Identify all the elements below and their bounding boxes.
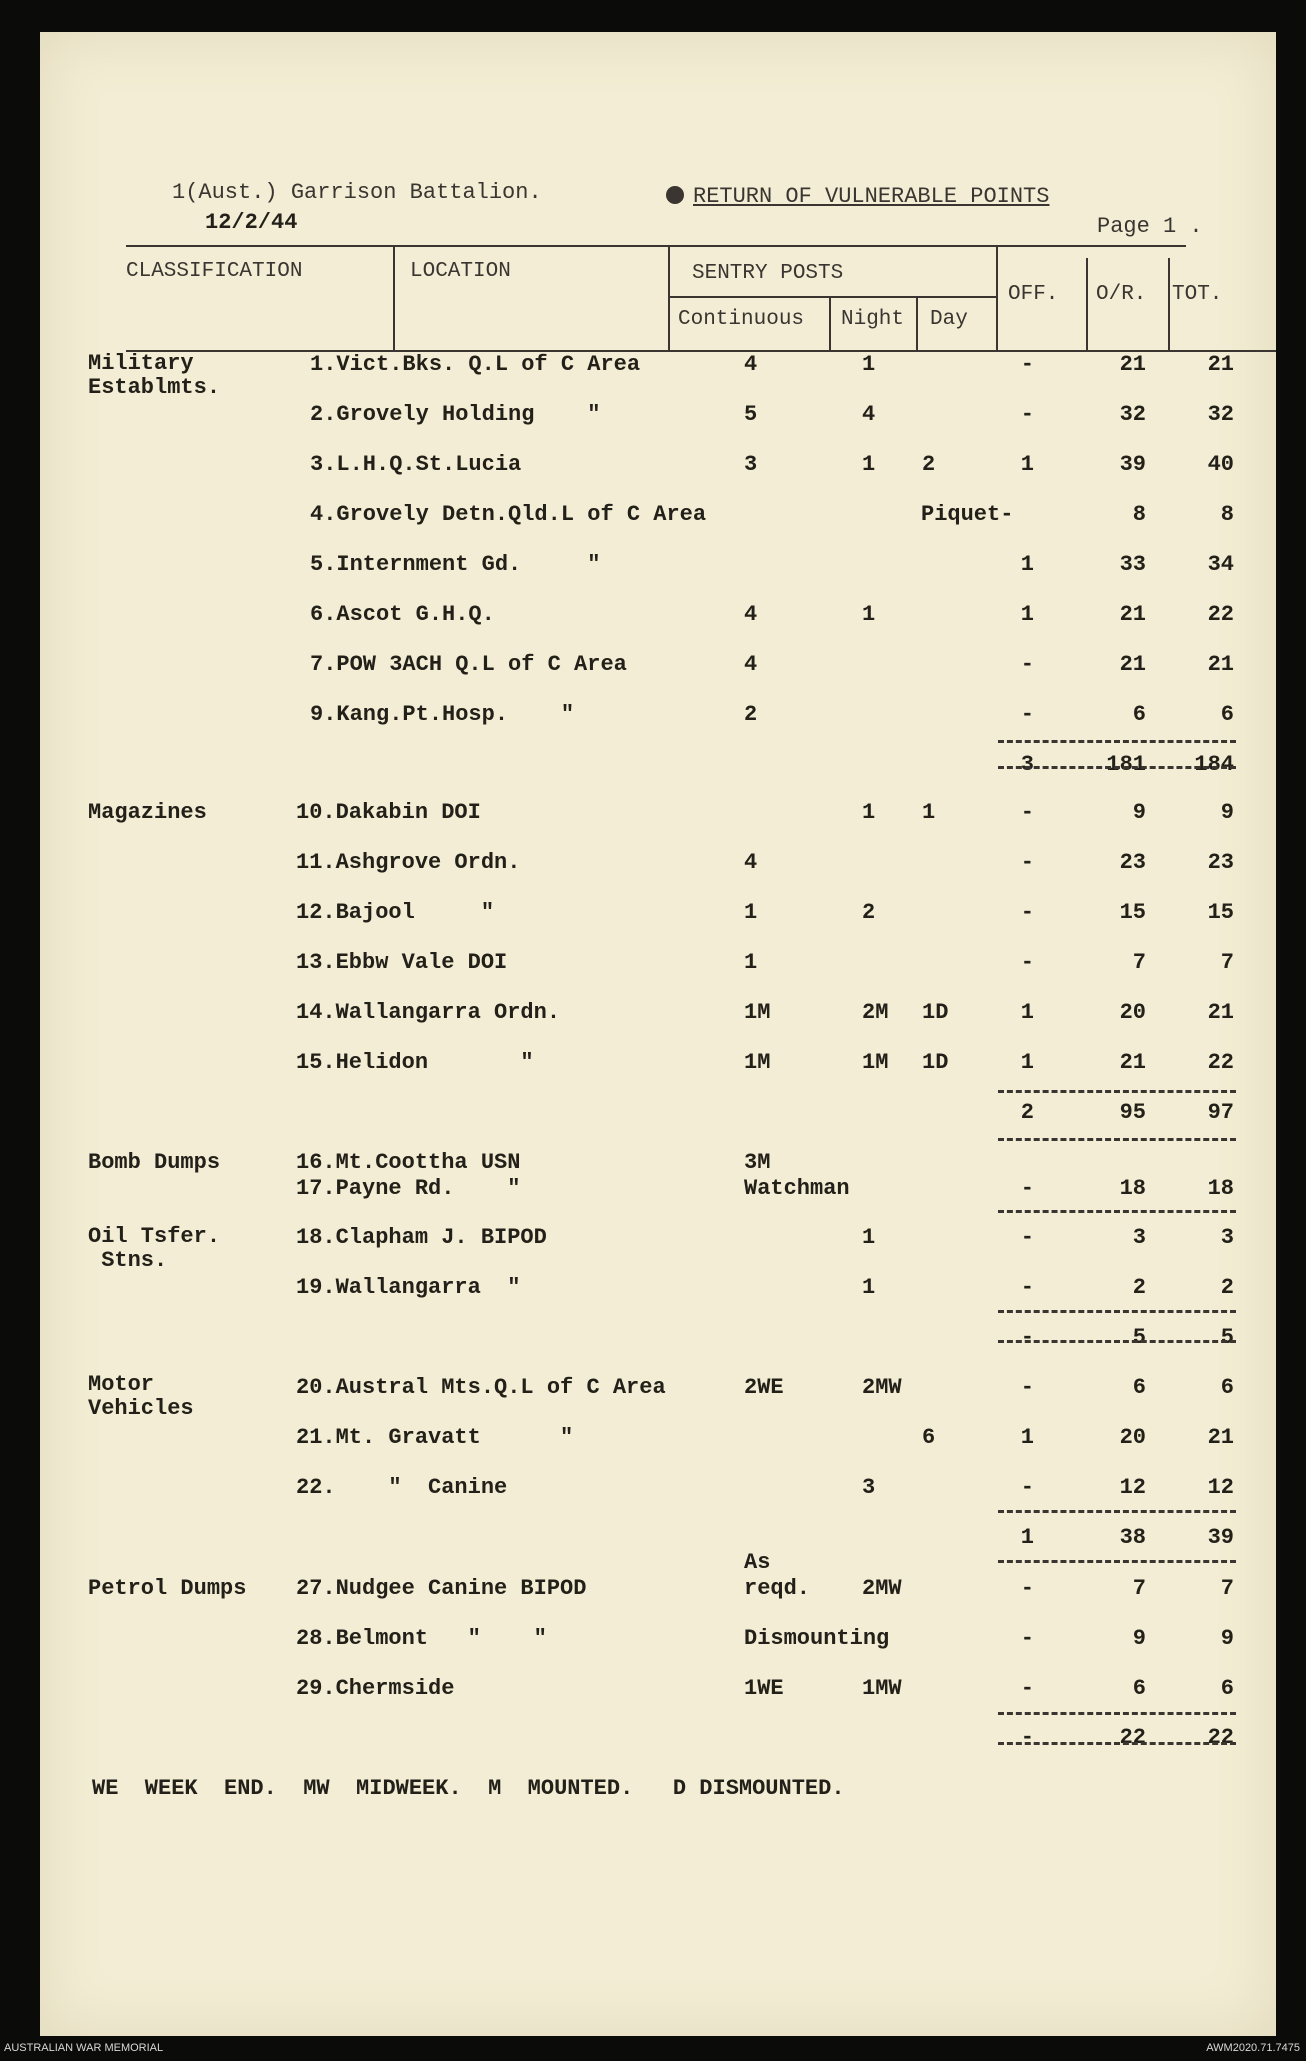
- row-day: Piquet-: [921, 502, 1014, 527]
- row-or: 9: [1132, 800, 1146, 825]
- row-night: 1M: [862, 1050, 889, 1075]
- row-night: 2M: [862, 1000, 889, 1025]
- row-location: 12.Bajool ": [296, 900, 495, 925]
- row-or: 21: [1119, 602, 1146, 627]
- group-oil-transfer: Oil Tsfer. Stns.: [88, 1224, 221, 1273]
- group-bomb-dumps: Bomb Dumps: [88, 1150, 221, 1175]
- row-off: -: [1020, 950, 1034, 975]
- subtotal-off: 2: [1020, 1100, 1034, 1125]
- row-night: 3: [862, 1475, 876, 1500]
- row-or: 9: [1132, 1626, 1146, 1651]
- footer-strip: [0, 2036, 1306, 2061]
- subtotal-or: 38: [1119, 1525, 1146, 1550]
- row-off: 1: [1020, 452, 1034, 477]
- subtotal-rule: [998, 1210, 1236, 1213]
- row-or: 23: [1119, 850, 1146, 875]
- row-day: 2: [922, 452, 936, 477]
- abbreviation-legend: WE WEEK END. MW MIDWEEK. M MOUNTED. D DISMOUNTED.: [92, 1776, 845, 1801]
- subtotal-rule: [998, 1712, 1236, 1715]
- row-continuous: 1: [744, 950, 758, 975]
- row-location: 19.Wallangarra ": [296, 1275, 521, 1300]
- subtotal-off: 3: [1020, 752, 1034, 777]
- subtotal-tot: 5: [1220, 1325, 1234, 1350]
- row-tot: 7: [1220, 950, 1234, 975]
- row-off: 1: [1020, 602, 1034, 627]
- row-continuous: 4: [744, 850, 758, 875]
- row-night: 1: [862, 352, 876, 377]
- row-off: 1: [1020, 552, 1034, 577]
- row-continuous: 5: [744, 402, 758, 427]
- group-motor-vehicles: Motor Vehicles: [88, 1372, 194, 1421]
- row-location: 28.Belmont " ": [296, 1626, 547, 1651]
- row-day: 1D: [922, 1050, 949, 1075]
- row-tot: 12: [1207, 1475, 1234, 1500]
- row-off: -: [1020, 1176, 1034, 1201]
- row-location: 15.Helidon ": [296, 1050, 534, 1075]
- group-military: Military Establmts.: [88, 351, 221, 400]
- row-off: -: [1020, 1475, 1034, 1500]
- row-continuous: 4: [744, 652, 758, 677]
- row-tot: 6: [1220, 702, 1234, 727]
- subtotal-off: 1: [1020, 1525, 1034, 1550]
- subtotal-tot: 97: [1207, 1100, 1234, 1125]
- row-location: 27.Nudgee Canine BIPOD: [296, 1576, 587, 1601]
- footer-reference: AWM2020.71.7475: [1206, 2042, 1300, 2054]
- stamp-mark-icon: [666, 186, 684, 204]
- row-tot: 22: [1207, 1050, 1234, 1075]
- row-location: 6.Ascot G.H.Q.: [310, 602, 495, 627]
- row-tot: 6: [1220, 1676, 1234, 1701]
- row-location: 29.Chermside: [296, 1676, 455, 1701]
- row-continuous: 1: [744, 900, 758, 925]
- document-title: RETURN OF VULNERABLE POINTS: [693, 184, 1050, 209]
- row-tot: 15: [1207, 900, 1234, 925]
- subtotal-tot: 39: [1207, 1525, 1234, 1550]
- row-location: 13.Ebbw Vale DOI: [296, 950, 508, 975]
- unit-name: 1(Aust.) Garrison Battalion.: [172, 180, 542, 205]
- subtotal-rule: [998, 766, 1236, 769]
- row-off: -: [1020, 800, 1034, 825]
- row-off: 1: [1020, 1000, 1034, 1025]
- subtotal-off: -: [1020, 1325, 1034, 1350]
- row-night: 1: [862, 1225, 876, 1250]
- row-or: 6: [1132, 1375, 1146, 1400]
- row-continuous: 4: [744, 602, 758, 627]
- subtotal-or: 22: [1119, 1725, 1146, 1750]
- row-tot: 7: [1220, 1576, 1234, 1601]
- row-tot: 34: [1207, 552, 1234, 577]
- page-number: Page 1 .: [1097, 214, 1203, 239]
- row-tot: 9: [1220, 800, 1234, 825]
- row-continuous: 2WE: [744, 1375, 784, 1400]
- header-tot: TOT.: [1172, 283, 1223, 306]
- row-tot: 32: [1207, 402, 1234, 427]
- row-or: 32: [1119, 402, 1146, 427]
- row-location: 4.Grovely Detn.Qld.L of C Area: [310, 502, 707, 527]
- header-night: Night: [841, 308, 905, 331]
- header-day: Day: [930, 308, 968, 331]
- footer-credit: AUSTRALIAN WAR MEMORIAL: [4, 2042, 164, 2054]
- row-or: 6: [1132, 1676, 1146, 1701]
- row-continuous: 3M: [744, 1150, 771, 1175]
- subtotal-tot: 184: [1194, 752, 1234, 777]
- subtotal-rule: [998, 1138, 1236, 1141]
- row-off: -: [1020, 652, 1034, 677]
- group-magazines: Magazines: [88, 800, 207, 825]
- row-day: 1: [922, 800, 936, 825]
- row-continuous: 1WE: [744, 1676, 784, 1701]
- row-location: 20.Austral Mts.Q.L of C Area: [296, 1375, 666, 1400]
- row-night: 1: [862, 1275, 876, 1300]
- row-location: 21.Mt. Gravatt ": [296, 1425, 574, 1450]
- row-tot: 2: [1220, 1275, 1234, 1300]
- row-tot: 21: [1207, 352, 1234, 377]
- subtotal-rule: [998, 1090, 1236, 1093]
- col-divider-3: [996, 245, 998, 350]
- row-continuous: Dismounting: [744, 1626, 890, 1651]
- row-or: 12: [1119, 1475, 1146, 1500]
- subtotal-rule: [998, 1742, 1236, 1745]
- row-off: -: [1020, 402, 1034, 427]
- row-off: -: [1020, 702, 1034, 727]
- subtotal-off: -: [1020, 1725, 1034, 1750]
- row-off: -: [1020, 1576, 1034, 1601]
- header-sentry-posts: SENTRY POSTS: [692, 262, 844, 285]
- row-off: -: [1020, 1275, 1034, 1300]
- row-continuous: 1M: [744, 1000, 771, 1025]
- row-location: 3.L.H.Q.St.Lucia: [310, 452, 522, 477]
- col-divider-7: [916, 296, 918, 350]
- row-location: 18.Clapham J. BIPOD: [296, 1225, 547, 1250]
- group-petrol-dumps: Petrol Dumps: [88, 1576, 247, 1601]
- row-continuous: Watchman: [744, 1176, 850, 1201]
- row-location: 1.Vict.Bks. Q.L of C Area: [310, 352, 641, 377]
- row-off: -: [1020, 850, 1034, 875]
- row-or: 7: [1132, 1576, 1146, 1601]
- subtotal-tot: 22: [1207, 1725, 1234, 1750]
- row-tot: 22: [1207, 602, 1234, 627]
- row-or: 15: [1119, 900, 1146, 925]
- row-day: 6: [922, 1425, 936, 1450]
- row-or: 21: [1119, 1050, 1146, 1075]
- row-location: 5.Internment Gd. ": [310, 552, 601, 577]
- row-location: 11.Ashgrove Ordn.: [296, 850, 521, 875]
- header-off: OFF.: [1008, 283, 1059, 306]
- header-classification: CLASSIFICATION: [126, 260, 303, 283]
- row-continuous: 4: [744, 352, 758, 377]
- row-tot: 21: [1207, 1000, 1234, 1025]
- header-location: LOCATION: [410, 260, 511, 283]
- row-location: 7.POW 3ACH Q.L of C Area: [310, 652, 627, 677]
- row-off: -: [1020, 1676, 1034, 1701]
- row-or: 20: [1119, 1425, 1146, 1450]
- subtotal-rule: [998, 740, 1236, 743]
- row-tot: 23: [1207, 850, 1234, 875]
- subtotal-rule: [998, 1340, 1236, 1343]
- row-location: 2.Grovely Holding ": [310, 402, 601, 427]
- row-off: -: [1020, 900, 1034, 925]
- row-tot: 40: [1207, 452, 1234, 477]
- row-continuous: 2: [744, 702, 758, 727]
- row-night: 2MW: [862, 1375, 902, 1400]
- row-or: 18: [1119, 1176, 1146, 1201]
- row-night: 2: [862, 900, 876, 925]
- row-location: 22. " Canine: [296, 1475, 508, 1500]
- row-or: 2: [1132, 1275, 1146, 1300]
- row-location: 9.Kang.Pt.Hosp. ": [310, 702, 575, 727]
- row-night: 1: [862, 452, 876, 477]
- col-divider-5: [1168, 258, 1170, 350]
- row-or: 7: [1132, 950, 1146, 975]
- row-night: 1: [862, 602, 876, 627]
- row-or: 8: [1132, 502, 1146, 527]
- row-tot: 3: [1220, 1225, 1234, 1250]
- row-tot: 18: [1207, 1176, 1234, 1201]
- row-location: 16.Mt.Coottha USN: [296, 1150, 521, 1175]
- row-or: 6: [1132, 702, 1146, 727]
- row-or: 33: [1119, 552, 1146, 577]
- row-night: 2MW: [862, 1576, 902, 1601]
- row-off: -: [1020, 1225, 1034, 1250]
- subtotal-or: 5: [1132, 1325, 1146, 1350]
- row-night: 1MW: [862, 1676, 902, 1701]
- col-divider-6: [829, 296, 831, 350]
- sentry-sub-rule: [668, 296, 996, 298]
- row-night: 4: [862, 402, 876, 427]
- row-location: 14.Wallangarra Ordn.: [296, 1000, 561, 1025]
- row-night: 1: [862, 800, 876, 825]
- subtotal-rule: [998, 1560, 1236, 1563]
- col-divider-4: [1086, 258, 1088, 350]
- row-or: 21: [1119, 652, 1146, 677]
- row-location: 10.Dakabin DOI: [296, 800, 481, 825]
- row-or: 3: [1132, 1225, 1146, 1250]
- row-day: 1D: [922, 1000, 949, 1025]
- row-off: -: [1020, 1626, 1034, 1651]
- row-off: -: [1020, 1375, 1034, 1400]
- row-or: 39: [1119, 452, 1146, 477]
- header-continuous: Continuous: [678, 308, 805, 331]
- subtotal-or: 181: [1106, 752, 1146, 777]
- table-header-top-rule: [126, 245, 1186, 247]
- row-tot: 21: [1207, 1425, 1234, 1450]
- row-or: 20: [1119, 1000, 1146, 1025]
- row-or: 21: [1119, 352, 1146, 377]
- row-continuous: 3: [744, 452, 758, 477]
- subtotal-rule: [998, 1510, 1236, 1513]
- row-off: 1: [1020, 1425, 1034, 1450]
- col-divider-1: [393, 245, 395, 350]
- row-tot: 21: [1207, 652, 1234, 677]
- document-date: 12/2/44: [205, 210, 298, 235]
- row-off: 1: [1020, 1050, 1034, 1075]
- row-tot: 6: [1220, 1375, 1234, 1400]
- row-off: -: [1020, 352, 1034, 377]
- row-continuous: 1M: [744, 1050, 771, 1075]
- row-tot: 8: [1220, 502, 1234, 527]
- subtotal-rule: [998, 1310, 1236, 1313]
- row-continuous: As reqd.: [744, 1550, 811, 1601]
- subtotal-or: 95: [1119, 1100, 1146, 1125]
- row-tot: 9: [1220, 1626, 1234, 1651]
- row-location: 17.Payne Rd. ": [296, 1176, 521, 1201]
- header-or: O/R.: [1096, 283, 1147, 306]
